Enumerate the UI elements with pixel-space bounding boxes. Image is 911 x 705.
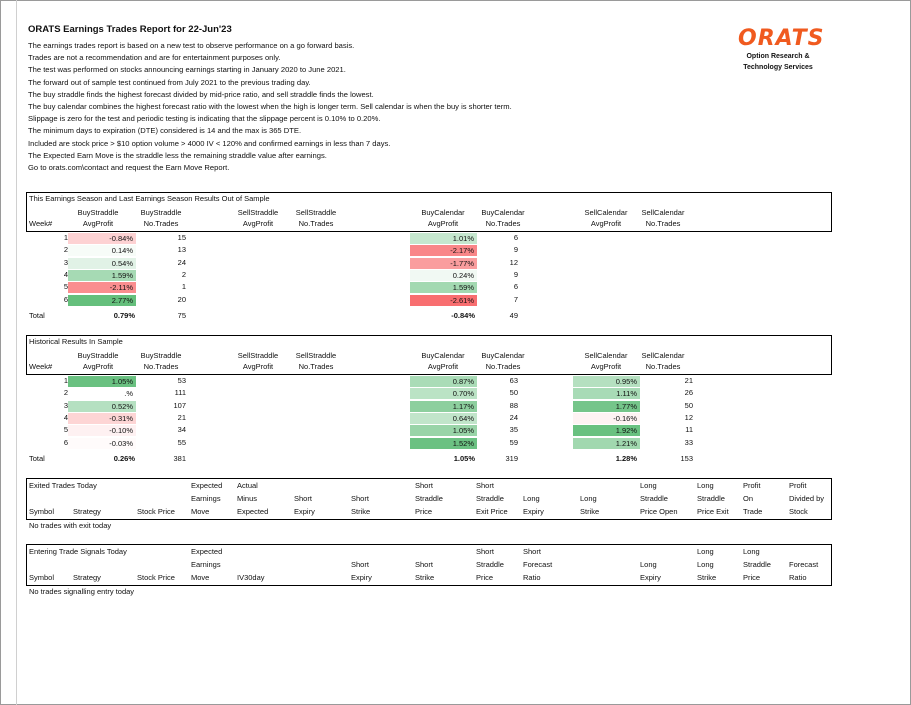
- col-header: Profit: [789, 481, 807, 490]
- col-header: Stock: [789, 507, 808, 516]
- col-header: Short: [351, 560, 369, 569]
- col-header: Trade: [743, 507, 763, 516]
- sell-calendar-profit-cell: 0.95%: [573, 376, 640, 387]
- col-header: Straddle: [415, 494, 443, 503]
- buy-calendar-trades-cell: 59: [509, 437, 518, 447]
- buy-calendar-profit-cell: -2.17%: [410, 245, 477, 256]
- buy-straddle-trades-cell: 13: [177, 245, 186, 255]
- col-header: BuyStraddle: [77, 208, 119, 217]
- col-header: Straddle: [476, 560, 504, 569]
- sell-calendar-profit-cell: 1.92%: [573, 425, 640, 436]
- section-label: This Earnings Season and Last Earnings Season Results Out of Sample: [29, 194, 270, 203]
- total-bs-trades: 381: [173, 454, 186, 463]
- col-header: Strike: [351, 507, 371, 516]
- week-number: 3: [63, 400, 68, 410]
- week-header: Week#: [29, 362, 53, 371]
- buy-calendar-trades-cell: 63: [509, 376, 518, 385]
- col-header: Short: [351, 494, 369, 503]
- col-header: Earnings: [191, 494, 221, 503]
- col-header: No.Trades: [645, 362, 681, 371]
- total-bs-profit: 0.26%: [113, 454, 135, 463]
- buy-calendar-trades-cell: 9: [513, 245, 518, 255]
- buy-straddle-profit-cell: 0.52%: [68, 401, 136, 412]
- buy-calendar-profit-cell: -1.77%: [410, 258, 477, 269]
- orats-logo-mark: ORATS: [738, 26, 825, 51]
- buy-calendar-profit-cell: 1.01%: [410, 233, 477, 244]
- week-number: 1: [63, 233, 68, 242]
- col-header: Expiry: [640, 573, 661, 582]
- col-header: SellCalendar: [641, 208, 685, 217]
- week-number: 6: [63, 437, 68, 447]
- col-header: Stock Price: [137, 573, 175, 582]
- buy-straddle-trades-cell: 34: [177, 425, 186, 435]
- col-header: AvgProfit: [82, 219, 114, 228]
- total-label: Total: [29, 311, 45, 320]
- week-number: 1: [63, 376, 68, 385]
- col-header: Price: [476, 573, 494, 582]
- col-header: Profit: [743, 481, 761, 490]
- col-header: Short: [415, 481, 433, 490]
- col-header: Expected: [191, 481, 223, 490]
- col-header: AvgProfit: [82, 362, 114, 371]
- col-header: No.Trades: [143, 219, 179, 228]
- col-header: AvgProfit: [590, 219, 622, 228]
- buy-straddle-trades-cell: 15: [177, 233, 186, 242]
- col-header: Price: [743, 573, 761, 582]
- col-header: Expiry: [351, 573, 372, 582]
- col-header: Strategy: [73, 507, 101, 516]
- buy-calendar-profit-cell: 1.52%: [410, 438, 477, 449]
- intro-line: The earnings trades report is based on a new test to observe performance on a go forward basis.: [28, 41, 355, 50]
- buy-straddle-profit-cell: -2.11%: [68, 282, 136, 293]
- col-header: Strike: [580, 507, 600, 516]
- col-header: BuyCalendar: [481, 208, 525, 217]
- col-header: BuyCalendar: [481, 351, 525, 360]
- col-header: Expected: [237, 507, 269, 516]
- buy-straddle-trades-cell: 111: [174, 388, 186, 398]
- buy-calendar-profit-cell: 0.24%: [410, 270, 477, 281]
- total-sc-trades: 153: [680, 454, 693, 463]
- entering-label: Entering Trade Signals Today: [29, 547, 127, 556]
- col-header: SellCalendar: [584, 351, 628, 360]
- total-bc-profit: 1.05%: [453, 454, 475, 463]
- buy-calendar-trades-cell: 12: [509, 257, 518, 267]
- buy-straddle-trades-cell: 20: [177, 294, 186, 304]
- col-header: Straddle: [640, 494, 668, 503]
- buy-straddle-trades-cell: 24: [177, 257, 186, 267]
- col-header: SellCalendar: [641, 351, 685, 360]
- intro-line: Included are stock price > $10 option volume > 4000 IV < 120% and confirmed earnings in less than 7 days.: [28, 138, 391, 148]
- buy-calendar-trades-cell: 88: [509, 400, 518, 410]
- col-header: Long: [640, 560, 657, 569]
- col-header: Forecast: [523, 560, 553, 569]
- col-header: Long: [697, 547, 714, 556]
- sell-calendar-trades-cell: 50: [684, 400, 693, 410]
- col-header: IV30day: [237, 573, 265, 582]
- total-bs-trades: 75: [177, 311, 186, 320]
- week-number: 5: [63, 425, 68, 435]
- col-header: SellStraddle: [295, 208, 337, 217]
- col-header: Move: [191, 573, 210, 582]
- sell-calendar-trades-cell: 11: [685, 425, 693, 435]
- col-header: Long: [697, 560, 714, 569]
- total-sc-profit: 1.28%: [615, 454, 637, 463]
- total-bs-profit: 0.79%: [113, 311, 135, 320]
- col-header: Forecast: [789, 560, 819, 569]
- col-header: On: [743, 494, 754, 503]
- section-label: Historical Results In Sample: [29, 337, 123, 346]
- sell-calendar-trades-cell: 26: [684, 388, 693, 398]
- sell-calendar-trades-cell: 21: [684, 376, 693, 385]
- col-header: SellStraddle: [237, 351, 279, 360]
- buy-calendar-profit-cell: 0.64%: [410, 413, 477, 424]
- total-bc-profit: -0.84%: [451, 311, 475, 320]
- col-header: Earnings: [191, 560, 221, 569]
- week-number: 4: [63, 269, 68, 279]
- col-header: Symbol: [29, 573, 55, 582]
- intro-line: The forward out of sample test continued from July 2021 to the previous trading day.: [28, 77, 311, 87]
- col-header: Move: [191, 507, 210, 516]
- intro-line: The buy straddle finds the highest forecast divided by mid-price ratio, and sell straddle finds the lowest.: [28, 89, 374, 99]
- col-header: BuyCalendar: [421, 208, 465, 217]
- col-header: AvgProfit: [242, 219, 274, 228]
- intro-text: [28, 40, 512, 174]
- logo-subtitle-1: Option Research &: [746, 53, 810, 60]
- col-header: Ratio: [789, 573, 807, 582]
- week-number: 6: [63, 294, 68, 304]
- week-header: Week#: [29, 219, 53, 228]
- buy-straddle-profit-cell: -0.10%: [68, 425, 136, 436]
- col-header: No.Trades: [298, 362, 334, 371]
- col-header: Long: [523, 494, 540, 503]
- total-bc-trades: 319: [505, 454, 518, 463]
- intro-line: Slippage is zero for the test and periodic testing is indicating that the slippage percent is 0.10% to 0.20%.: [28, 114, 381, 124]
- col-header: No.Trades: [485, 362, 521, 371]
- buy-straddle-profit-cell: 0.54%: [68, 258, 136, 269]
- page-margin-line: [16, 0, 17, 705]
- intro-line: Trades are not a recommendation and are for entertainment purposes only.: [28, 53, 281, 63]
- report-title: ORATS Earnings Trades Report for 22-Jun'23: [28, 24, 232, 35]
- intro-line: The buy calendar combines the highest forecast ratio with the lowest when the high is longer term. Sell calendar is when the buy is shorter term.: [28, 102, 512, 112]
- buy-straddle-profit-cell: -0.84%: [68, 233, 136, 244]
- intro-line: The test was performed on stocks announcing earnings starting in January 2020 to June 2021.: [28, 65, 346, 75]
- col-header: Actual: [237, 481, 258, 490]
- total-bc-trades: 49: [509, 311, 518, 320]
- buy-calendar-profit-cell: 1.59%: [410, 282, 477, 293]
- col-header: AvgProfit: [242, 362, 274, 371]
- col-header: BuyStraddle: [77, 351, 119, 360]
- col-header: BuyStraddle: [140, 208, 182, 217]
- col-header: Long: [697, 481, 714, 490]
- col-header: SellCalendar: [584, 208, 628, 217]
- col-header: Expiry: [294, 507, 315, 516]
- col-header: Minus: [237, 494, 258, 503]
- buy-calendar-trades-cell: 35: [509, 425, 518, 435]
- col-header: Divided by: [789, 494, 825, 503]
- buy-straddle-trades-cell: 2: [181, 269, 186, 279]
- col-header: SellStraddle: [237, 208, 279, 217]
- buy-calendar-profit-cell: 1.05%: [410, 425, 477, 436]
- col-header: AvgProfit: [427, 219, 459, 228]
- col-header: Long: [640, 481, 657, 490]
- col-header: Short: [476, 481, 494, 490]
- buy-calendar-trades-cell: 7: [513, 294, 518, 304]
- sell-calendar-trades-cell: 33: [684, 437, 693, 447]
- intro-line: Go to orats.com\contact and request the Earn Move Report.: [28, 163, 230, 173]
- entering-empty-text: No trades signalling entry today: [29, 587, 135, 596]
- logo-subtitle-2: Technology Services: [743, 64, 813, 71]
- col-header: Ratio: [523, 573, 541, 582]
- buy-straddle-trades-cell: 55: [177, 437, 186, 447]
- buy-calendar-trades-cell: 24: [509, 412, 518, 422]
- week-number: 4: [63, 412, 68, 422]
- buy-straddle-trades-cell: 107: [173, 400, 186, 410]
- col-header: Straddle: [743, 560, 771, 569]
- sell-calendar-trades-cell: 12: [684, 412, 693, 422]
- col-header: AvgProfit: [427, 362, 459, 371]
- buy-straddle-profit-cell: 0.14%: [68, 245, 136, 256]
- col-header: SellStraddle: [295, 351, 337, 360]
- intro-line: The minimum days to expiration (DTE) considered is 14 and the max is 365 DTE.: [28, 126, 302, 136]
- col-header: Short: [294, 494, 312, 503]
- buy-calendar-profit-cell: 0.87%: [410, 376, 477, 387]
- buy-straddle-profit-cell: -0.31%: [68, 413, 136, 424]
- buy-straddle-profit-cell: 1.05%: [68, 376, 136, 387]
- buy-calendar-profit-cell: -2.61%: [410, 295, 477, 306]
- col-header: Price: [415, 507, 433, 516]
- week-number: 2: [63, 245, 68, 255]
- col-header: No.Trades: [645, 219, 681, 228]
- sell-calendar-profit-cell: 1.21%: [573, 438, 640, 449]
- total-label: Total: [29, 454, 45, 463]
- buy-calendar-profit-cell: 1.17%: [410, 401, 477, 412]
- orats-logo: [738, 26, 825, 72]
- col-header: No.Trades: [298, 219, 334, 228]
- col-header: Short: [476, 547, 494, 556]
- col-header: Price Exit: [697, 507, 729, 516]
- buy-straddle-profit-cell: .%: [124, 389, 133, 399]
- buy-calendar-trades-cell: 9: [513, 269, 518, 279]
- buy-calendar-trades-cell: 6: [513, 282, 518, 292]
- buy-straddle-trades-cell: 53: [177, 376, 186, 385]
- buy-calendar-trades-cell: 6: [513, 233, 518, 242]
- col-header: Short: [415, 560, 433, 569]
- buy-straddle-profit-cell: -0.03%: [68, 438, 136, 449]
- col-header: Stock Price: [137, 507, 175, 516]
- col-header: Straddle: [697, 494, 725, 503]
- buy-calendar-profit-cell: 0.70%: [410, 388, 477, 399]
- col-header: Long: [743, 547, 760, 556]
- col-header: Straddle: [476, 494, 504, 503]
- buy-calendar-trades-cell: 50: [509, 388, 518, 398]
- col-header: Expected: [191, 547, 223, 556]
- col-header: Strategy: [73, 573, 101, 582]
- col-header: No.Trades: [485, 219, 521, 228]
- week-number: 5: [63, 282, 68, 292]
- intro-line: The Expected Earn Move is the straddle less the remaining straddle value after earnings.: [28, 150, 327, 160]
- buy-straddle-trades-cell: 21: [177, 412, 186, 422]
- col-header: Expiry: [523, 507, 544, 516]
- exited-empty-text: No trades with exit today: [29, 521, 112, 530]
- week-number: 3: [63, 257, 68, 267]
- col-header: Strike: [697, 573, 717, 582]
- col-header: Symbol: [29, 507, 55, 516]
- col-header: BuyStraddle: [140, 351, 182, 360]
- week-number: 2: [63, 388, 68, 398]
- buy-straddle-trades-cell: 1: [181, 282, 186, 292]
- col-header: Strike: [415, 573, 435, 582]
- col-header: BuyCalendar: [421, 351, 465, 360]
- col-header: Short: [523, 547, 541, 556]
- sell-calendar-profit-cell: 1.77%: [573, 401, 640, 412]
- col-header: AvgProfit: [590, 362, 622, 371]
- buy-straddle-profit-cell: 1.59%: [68, 270, 136, 281]
- buy-straddle-profit-cell: 2.77%: [68, 295, 136, 306]
- col-header: Price Open: [640, 507, 678, 516]
- col-header: No.Trades: [143, 362, 179, 371]
- col-header: Long: [580, 494, 597, 503]
- col-header: Exit Price: [476, 507, 508, 516]
- sell-calendar-profit-cell: 1.11%: [573, 388, 640, 399]
- exited-label: Exited Trades Today: [29, 481, 97, 490]
- sell-calendar-profit-cell: -0.16%: [573, 413, 640, 424]
